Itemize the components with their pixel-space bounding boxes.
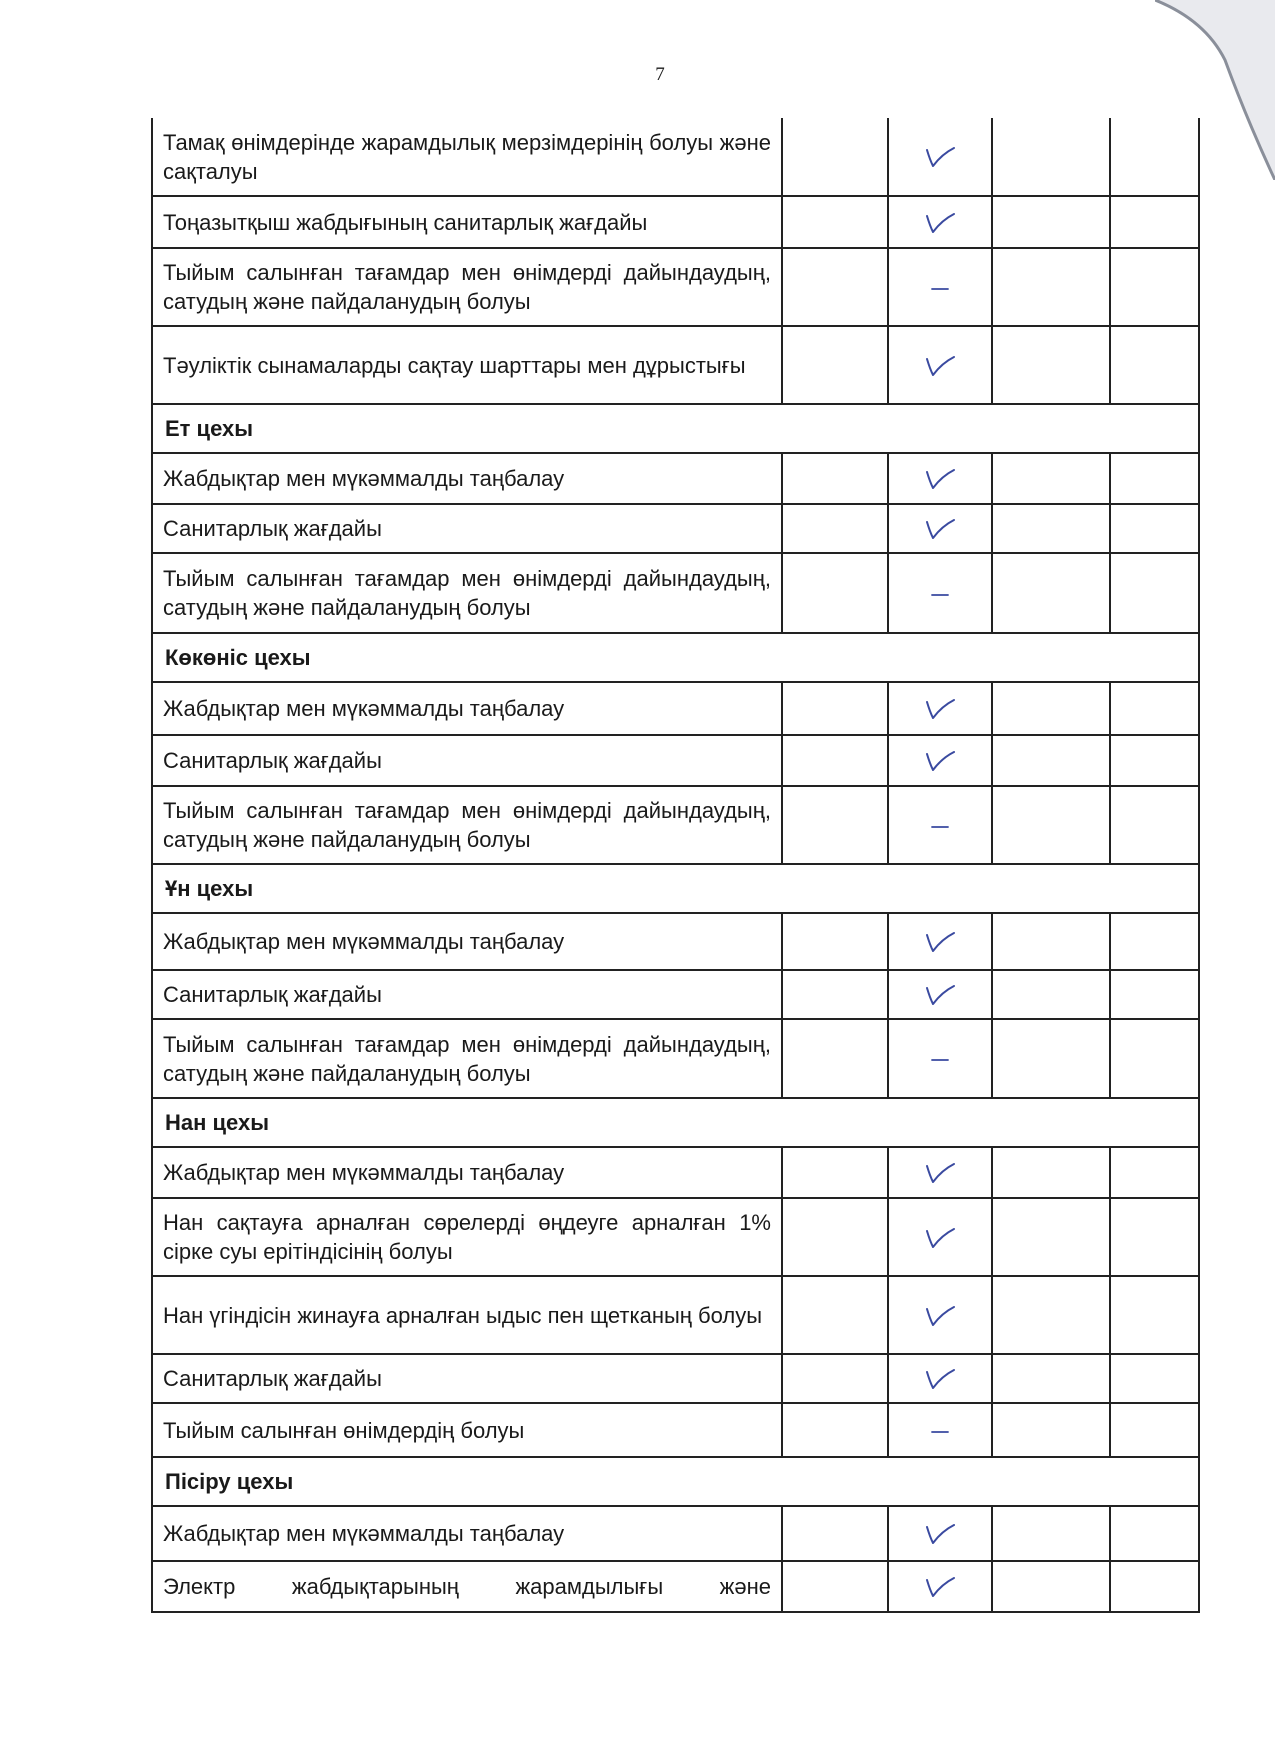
blank-cell bbox=[782, 196, 888, 248]
blank-cell bbox=[1110, 1147, 1199, 1198]
blank-cell bbox=[782, 735, 888, 786]
table-row bbox=[152, 1506, 1199, 1561]
blank-cell bbox=[992, 1198, 1110, 1276]
blank-cell bbox=[782, 786, 888, 864]
mark-cell bbox=[888, 1276, 992, 1354]
criterion-label: Тыйым салынған өнімдердің болуы bbox=[152, 1403, 782, 1457]
blank-cell bbox=[992, 453, 1110, 504]
criterion-label: Тамақ өнімдерінде жарамдылық мерзімдерінің болуы және сақталуы bbox=[152, 118, 782, 196]
handwritten-check-icon bbox=[920, 1572, 960, 1602]
section-heading: Пісіру цехы bbox=[152, 1457, 1199, 1506]
mark-cell bbox=[888, 196, 992, 248]
blank-cell bbox=[782, 504, 888, 553]
handwritten-check-icon bbox=[920, 1301, 960, 1331]
blank-cell bbox=[782, 1019, 888, 1098]
blank-cell bbox=[1110, 326, 1199, 404]
mark-cell bbox=[888, 1147, 992, 1198]
mark-cell bbox=[888, 553, 992, 633]
table-row bbox=[152, 118, 1199, 196]
criterion-label: Тәуліктік сынамаларды сақтау шарттары мен дұрыстығы bbox=[152, 326, 782, 404]
blank-cell bbox=[1110, 248, 1199, 326]
section-heading: Көкөніс цехы bbox=[152, 633, 1199, 682]
blank-cell bbox=[992, 1403, 1110, 1457]
criterion-label: Жабдықтар мен мүкәммалды таңбалау bbox=[152, 913, 782, 970]
blank-cell bbox=[992, 786, 1110, 864]
handwritten-check-icon bbox=[920, 1519, 960, 1549]
blank-cell bbox=[1110, 1506, 1199, 1561]
blank-cell bbox=[782, 970, 888, 1019]
blank-cell bbox=[782, 1147, 888, 1198]
blank-cell bbox=[782, 1506, 888, 1561]
blank-cell bbox=[992, 1561, 1110, 1612]
handwritten-dash-icon bbox=[920, 579, 960, 609]
blank-cell bbox=[1110, 1276, 1199, 1354]
page-number: 7 bbox=[655, 64, 665, 85]
blank-cell bbox=[992, 248, 1110, 326]
handwritten-check-icon bbox=[920, 1223, 960, 1253]
table-row bbox=[152, 553, 1199, 633]
handwritten-check-icon bbox=[920, 142, 960, 172]
inspection-checklist-table bbox=[151, 118, 1200, 1613]
criterion-label: Тыйым салынған тағамдар мен өнімдерді дайындаудың, сатудың және пайдаланудың болуы bbox=[152, 786, 782, 864]
section-heading: Ұн цехы bbox=[152, 864, 1199, 913]
table-row bbox=[152, 196, 1199, 248]
table-row bbox=[152, 1198, 1199, 1276]
blank-cell bbox=[782, 118, 888, 196]
blank-cell bbox=[782, 1276, 888, 1354]
section-heading: Ет цехы bbox=[152, 404, 1199, 453]
blank-cell bbox=[1110, 970, 1199, 1019]
blank-cell bbox=[992, 504, 1110, 553]
mark-cell bbox=[888, 248, 992, 326]
section-row bbox=[152, 864, 1199, 913]
blank-cell bbox=[992, 1019, 1110, 1098]
criterion-label: Жабдықтар мен мүкәммалды таңбалау bbox=[152, 1147, 782, 1198]
table-row bbox=[152, 1147, 1199, 1198]
blank-cell bbox=[782, 326, 888, 404]
blank-cell bbox=[1110, 1403, 1199, 1457]
table-row bbox=[152, 735, 1199, 786]
handwritten-check-icon bbox=[920, 514, 960, 544]
blank-cell bbox=[992, 682, 1110, 735]
table-row bbox=[152, 326, 1199, 404]
handwritten-check-icon bbox=[920, 927, 960, 957]
blank-cell bbox=[992, 118, 1110, 196]
table-row bbox=[152, 248, 1199, 326]
handwritten-dash-icon bbox=[920, 811, 960, 841]
handwritten-check-icon bbox=[920, 1364, 960, 1394]
table-row bbox=[152, 913, 1199, 970]
blank-cell bbox=[1110, 553, 1199, 633]
section-row bbox=[152, 633, 1199, 682]
blank-cell bbox=[992, 553, 1110, 633]
blank-cell bbox=[1110, 1019, 1199, 1098]
blank-cell bbox=[782, 1198, 888, 1276]
blank-cell bbox=[1110, 1561, 1199, 1612]
handwritten-check-icon bbox=[920, 980, 960, 1010]
section-row bbox=[152, 1098, 1199, 1147]
blank-cell bbox=[992, 1506, 1110, 1561]
table-row bbox=[152, 786, 1199, 864]
criterion-label: Жабдықтар мен мүкәммалды таңбалау bbox=[152, 1506, 782, 1561]
criterion-label: Санитарлық жағдайы bbox=[152, 504, 782, 553]
criterion-label: Тоңазытқыш жабдығының санитарлық жағдайы bbox=[152, 196, 782, 248]
blank-cell bbox=[782, 248, 888, 326]
mark-cell bbox=[888, 1198, 992, 1276]
handwritten-dash-icon bbox=[920, 1416, 960, 1446]
section-heading: Нан цехы bbox=[152, 1098, 1199, 1147]
blank-cell bbox=[1110, 1198, 1199, 1276]
mark-cell bbox=[888, 1403, 992, 1457]
criterion-label: Санитарлық жағдайы bbox=[152, 970, 782, 1019]
criterion-label: Нан сақтауға арналған сөрелерді өңдеуге арналған 1% сірке суы ерітіндісінің болуы bbox=[152, 1198, 782, 1276]
blank-cell bbox=[1110, 913, 1199, 970]
handwritten-dash-icon bbox=[920, 273, 960, 303]
blank-cell bbox=[1110, 453, 1199, 504]
blank-cell bbox=[782, 553, 888, 633]
criterion-label: Жабдықтар мен мүкәммалды таңбалау bbox=[152, 682, 782, 735]
mark-cell bbox=[888, 118, 992, 196]
criterion-label: Санитарлық жағдайы bbox=[152, 735, 782, 786]
table-row bbox=[152, 1403, 1199, 1457]
blank-cell bbox=[1110, 735, 1199, 786]
blank-cell bbox=[782, 682, 888, 735]
handwritten-check-icon bbox=[920, 694, 960, 724]
criterion-label: Тыйым салынған тағамдар мен өнімдерді дайындаудың, сатудың және пайдаланудың болуы bbox=[152, 248, 782, 326]
blank-cell bbox=[992, 326, 1110, 404]
mark-cell bbox=[888, 682, 992, 735]
mark-cell bbox=[888, 735, 992, 786]
criterion-label: Тыйым салынған тағамдар мен өнімдерді дайындаудың, сатудың және пайдаланудың болуы bbox=[152, 553, 782, 633]
table-row bbox=[152, 682, 1199, 735]
blank-cell bbox=[782, 453, 888, 504]
mark-cell bbox=[888, 970, 992, 1019]
criterion-label: Нан үгіндісін жинауға арналған ыдыс пен щетканың болуы bbox=[152, 1276, 782, 1354]
blank-cell bbox=[992, 913, 1110, 970]
handwritten-dash-icon bbox=[920, 1044, 960, 1074]
mark-cell bbox=[888, 913, 992, 970]
blank-cell bbox=[992, 735, 1110, 786]
criterion-label: Электр жабдықтарының жарамдылығы және bbox=[152, 1561, 782, 1612]
handwritten-check-icon bbox=[920, 208, 960, 238]
handwritten-check-icon bbox=[920, 746, 960, 776]
table-row bbox=[152, 1019, 1199, 1098]
table-row bbox=[152, 453, 1199, 504]
blank-cell bbox=[782, 1354, 888, 1403]
mark-cell bbox=[888, 1506, 992, 1561]
mark-cell bbox=[888, 1019, 992, 1098]
blank-cell bbox=[1110, 786, 1199, 864]
blank-cell bbox=[992, 196, 1110, 248]
blank-cell bbox=[782, 913, 888, 970]
mark-cell bbox=[888, 1354, 992, 1403]
criterion-label: Жабдықтар мен мүкәммалды таңбалау bbox=[152, 453, 782, 504]
blank-cell bbox=[1110, 682, 1199, 735]
blank-cell bbox=[992, 1276, 1110, 1354]
table-row bbox=[152, 1354, 1199, 1403]
blank-cell bbox=[782, 1403, 888, 1457]
blank-cell bbox=[1110, 504, 1199, 553]
criterion-label: Санитарлық жағдайы bbox=[152, 1354, 782, 1403]
blank-cell bbox=[1110, 196, 1199, 248]
section-row bbox=[152, 1457, 1199, 1506]
table-row bbox=[152, 970, 1199, 1019]
blank-cell bbox=[992, 970, 1110, 1019]
table-row bbox=[152, 1561, 1199, 1612]
table-row bbox=[152, 1276, 1199, 1354]
blank-cell bbox=[992, 1147, 1110, 1198]
mark-cell bbox=[888, 786, 992, 864]
blank-cell bbox=[782, 1561, 888, 1612]
blank-cell bbox=[1110, 118, 1199, 196]
blank-cell bbox=[992, 1354, 1110, 1403]
handwritten-check-icon bbox=[920, 351, 960, 381]
handwritten-check-icon bbox=[920, 1158, 960, 1188]
table-row bbox=[152, 504, 1199, 553]
mark-cell bbox=[888, 1561, 992, 1612]
mark-cell bbox=[888, 504, 992, 553]
criterion-label: Тыйым салынған тағамдар мен өнімдерді дайындаудың, сатудың және пайдаланудың болуы bbox=[152, 1019, 782, 1098]
handwritten-check-icon bbox=[920, 464, 960, 494]
mark-cell bbox=[888, 453, 992, 504]
section-row bbox=[152, 404, 1199, 453]
mark-cell bbox=[888, 326, 992, 404]
blank-cell bbox=[1110, 1354, 1199, 1403]
